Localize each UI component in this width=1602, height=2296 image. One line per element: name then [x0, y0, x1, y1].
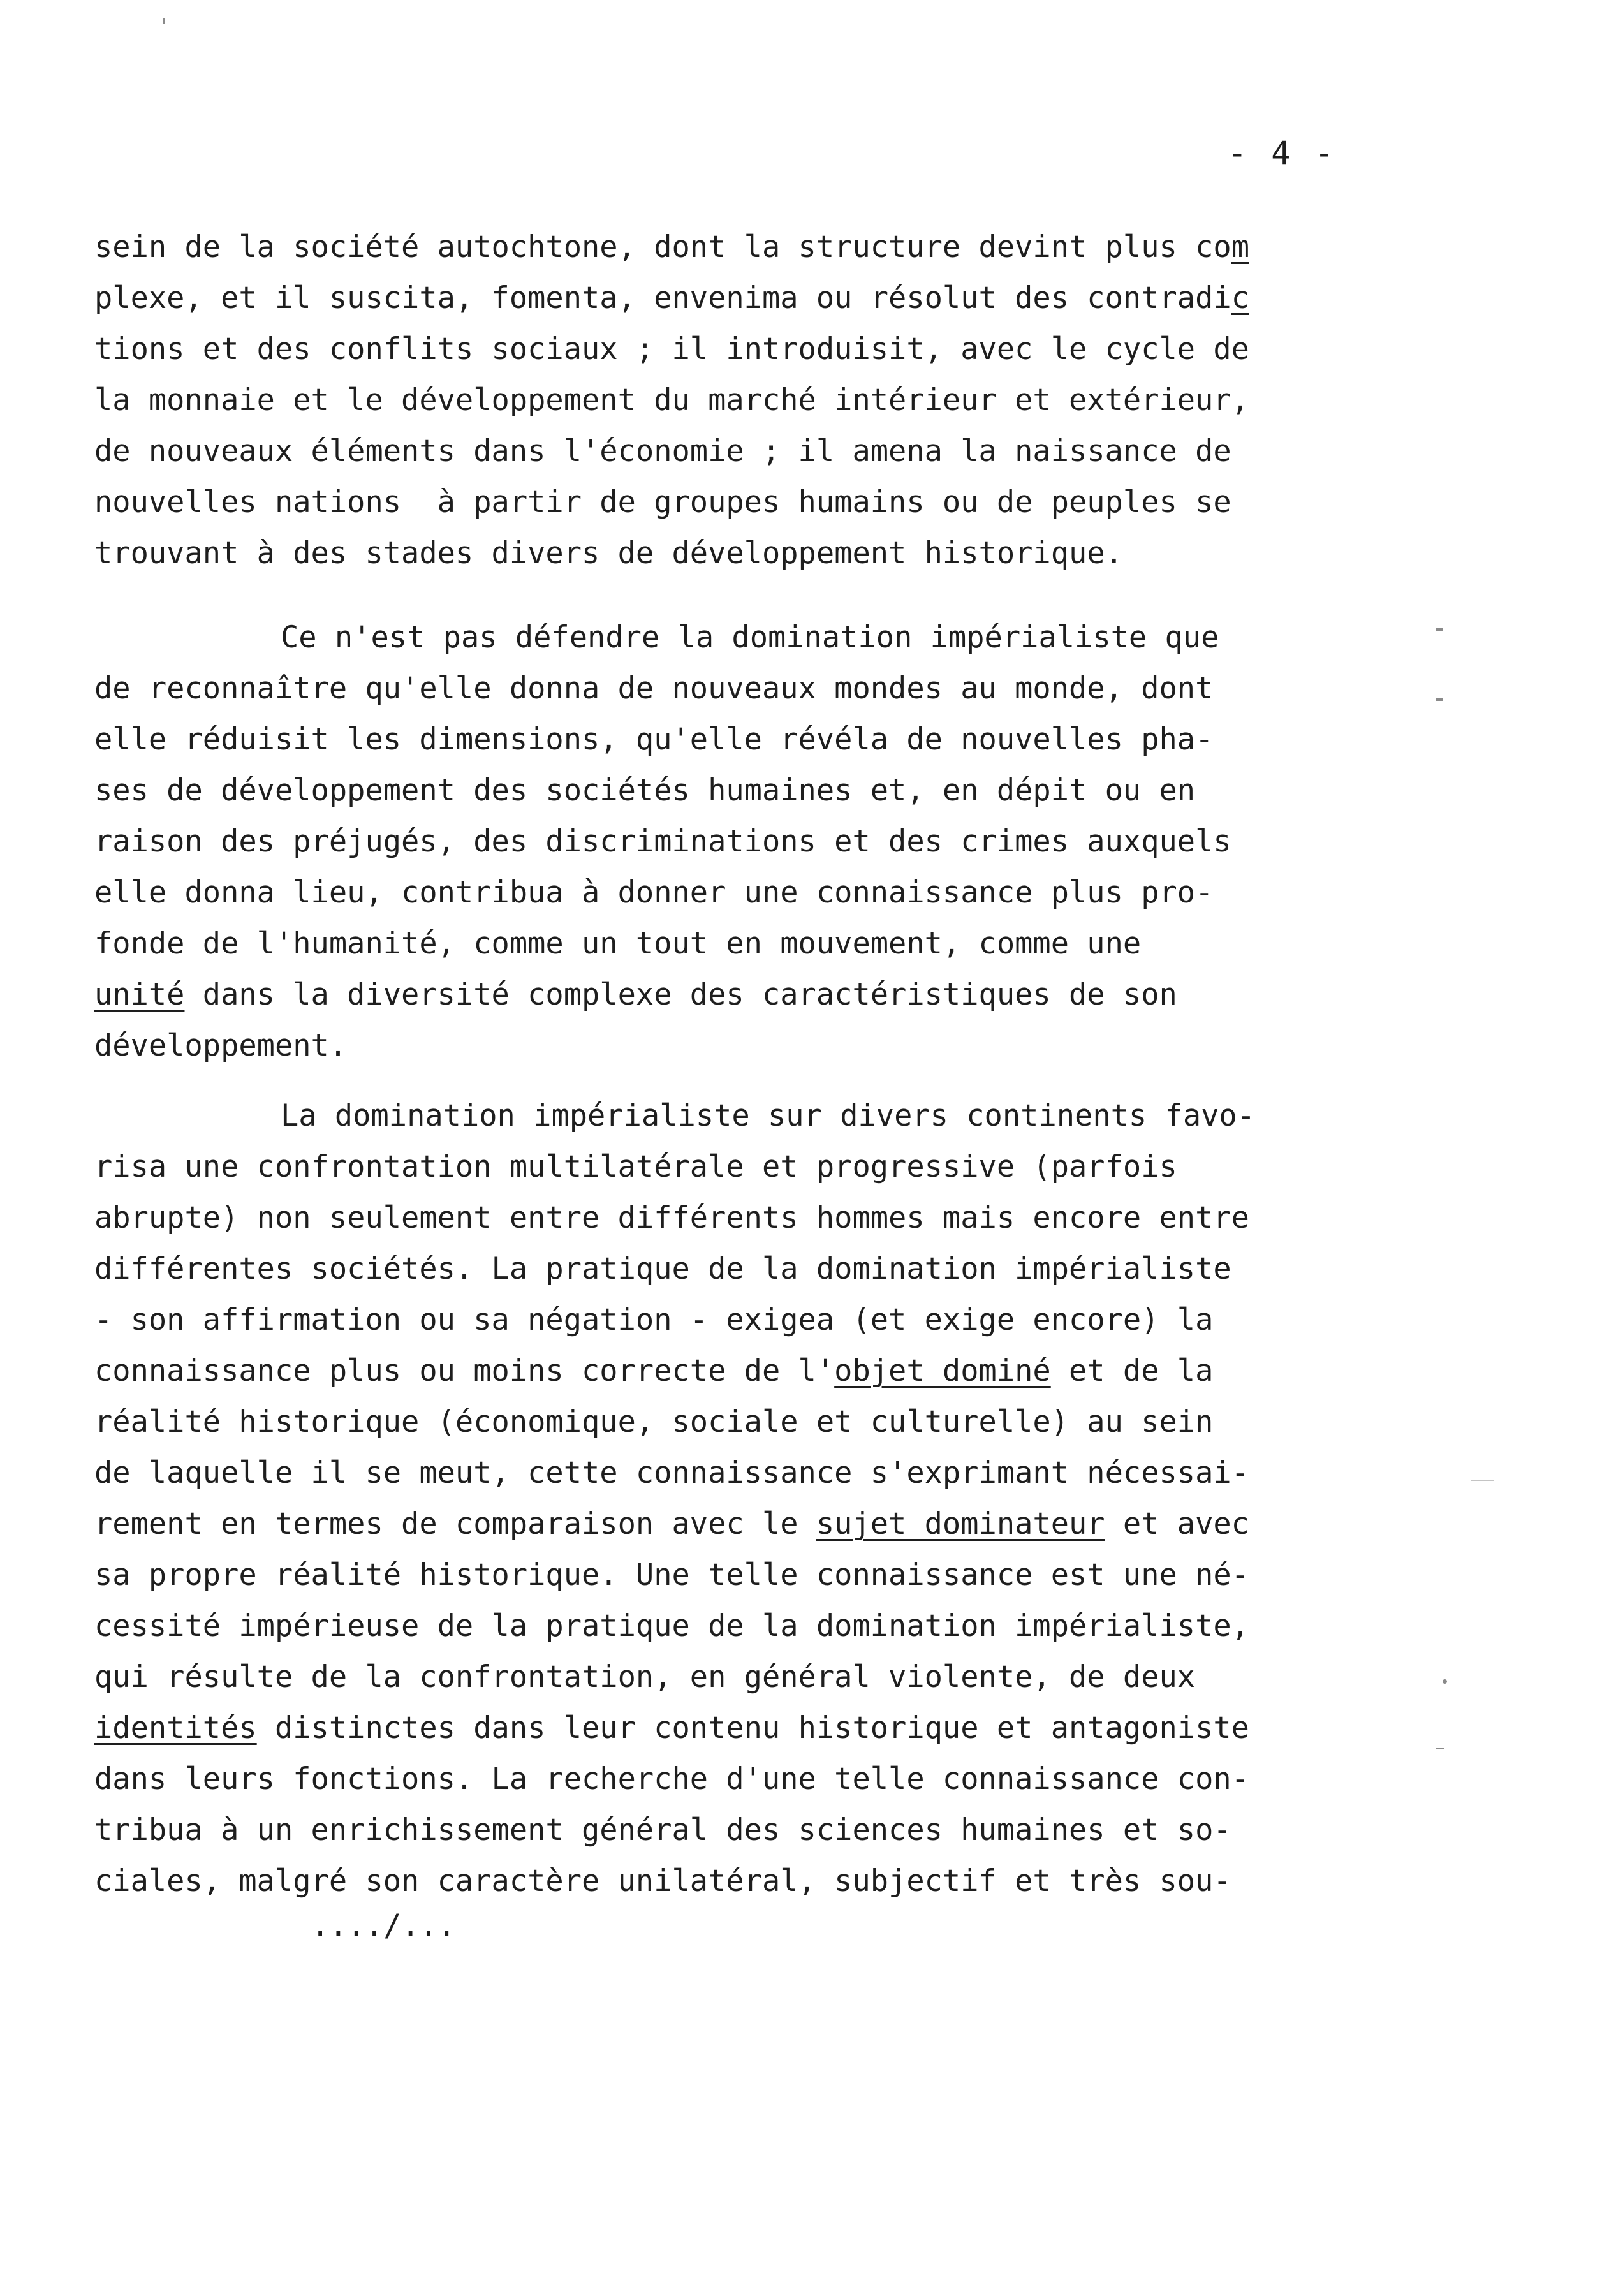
text-line — [94, 222, 1249, 273]
text-line — [94, 1754, 1249, 1805]
line-text: raison des préjugés, des discriminations et des crimes auxquels — [94, 824, 1231, 859]
margin-mark — [1436, 628, 1443, 631]
line-text: rement en termes de comparaison avec le — [94, 1506, 816, 1542]
text-line — [94, 477, 1231, 528]
line-text: et avec — [1105, 1506, 1249, 1542]
margin-mark — [1436, 698, 1443, 701]
margin-mark — [163, 18, 165, 24]
text-line — [94, 1856, 1231, 1907]
underlined-text: sujet dominateur — [816, 1506, 1105, 1542]
text-line — [94, 1652, 1195, 1703]
line-text: connaissance plus ou moins correcte de l' — [94, 1353, 835, 1388]
line-text: La domination impérialiste sur divers continents favo- — [281, 1098, 1256, 1133]
line-text: sein de la société autochtone, dont la structure devint plus co — [94, 230, 1231, 265]
line-text: de nouveaux éléments dans l'économie ; il amena la naissance de — [94, 434, 1231, 469]
text-line — [94, 528, 1123, 579]
line-text: ciales, malgré son caractère unilatéral, subjectif et très sou- — [94, 1864, 1231, 1899]
line-text: réalité historique (économique, sociale et culturelle) au sein — [94, 1404, 1214, 1439]
text-line — [94, 663, 1213, 714]
line-text: tions et des conflits sociaux ; il introduisit, avec le cycle de — [94, 332, 1249, 367]
text-line — [94, 273, 1249, 324]
underlined-text: unité — [94, 977, 185, 1012]
line-text: de laquelle il se meut, cette connaissance s'exprimant nécessai- — [94, 1455, 1249, 1490]
line-text: plexe, et il suscita, fomenta, envenima ou résolut des contradi — [94, 281, 1231, 316]
line-text: qui résulte de la confrontation, en général violente, de deux — [94, 1659, 1196, 1695]
line-text: dans leurs fonctions. La recherche d'une telle connaissance con- — [94, 1762, 1249, 1797]
line-text: distinctes dans leur contenu historique et antagoniste — [256, 1711, 1249, 1746]
text-line — [94, 426, 1231, 477]
text-line — [94, 1346, 1213, 1397]
line-text: tribua à un enrichissement général des sciences humaines et so- — [94, 1813, 1231, 1848]
underlined-text: objet dominé — [834, 1353, 1051, 1388]
text-line — [94, 1020, 347, 1071]
margin-mark — [1443, 1679, 1447, 1684]
page-number: - 4 - — [1228, 135, 1337, 172]
text-line — [94, 1193, 1249, 1244]
text-line — [94, 969, 1177, 1020]
line-text: elle donna lieu, contribua à donner une connaissance plus pro- — [94, 875, 1214, 910]
text-line — [94, 324, 1249, 375]
line-text: Ce n'est pas défendre la domination impérialiste que — [281, 620, 1219, 655]
underlined-text: m — [1231, 230, 1249, 265]
line-text: risa une confrontation multilatérale et progressive (parfois — [94, 1149, 1177, 1184]
underlined-text: c — [1231, 281, 1249, 316]
text-line — [94, 1295, 1213, 1346]
text-line — [94, 918, 1141, 969]
text-line — [94, 1397, 1213, 1448]
text-line — [94, 1499, 1249, 1550]
line-text: développement. — [94, 1028, 348, 1063]
line-text: cessité impérieuse de la pratique de la domination impérialiste, — [94, 1608, 1249, 1644]
line-text: - son affirmation ou sa négation - exigea (et exige encore) la — [94, 1302, 1214, 1337]
text-line — [281, 1091, 1255, 1142]
text-line — [94, 1142, 1177, 1193]
line-text: fonde de l'humanité, comme un tout en mouvement, comme une — [94, 926, 1142, 961]
continuation-mark: ..../... — [311, 1908, 456, 1943]
line-text: nouvelles nations à partir de groupes humains ou de peuples se — [94, 485, 1231, 520]
line-text: abrupte) non seulement entre différents hommes mais encore entre — [94, 1200, 1249, 1235]
text-line — [94, 1550, 1249, 1601]
line-text: la monnaie et le développement du marché intérieur et extérieur, — [94, 383, 1249, 418]
line-text: trouvant à des stades divers de développement historique. — [94, 536, 1123, 571]
line-text: ses de développement des sociétés humaines et, en dépit ou en — [94, 773, 1196, 808]
line-text: dans la diversité complexe des caractéristiques de son — [184, 977, 1177, 1012]
margin-mark — [1471, 1480, 1494, 1481]
text-line — [94, 714, 1213, 765]
line-text: et de la — [1050, 1353, 1214, 1388]
text-line — [94, 816, 1231, 867]
line-text: différentes sociétés. La pratique de la domination impérialiste — [94, 1251, 1231, 1286]
line-text: sa propre réalité historique. Une telle connaissance est une né- — [94, 1557, 1249, 1593]
text-line — [94, 1805, 1231, 1856]
text-line — [94, 375, 1249, 426]
text-line — [94, 1244, 1231, 1295]
underlined-text: identités — [94, 1711, 257, 1746]
text-line — [94, 867, 1213, 918]
text-line — [94, 1601, 1249, 1652]
margin-mark — [1436, 1748, 1444, 1749]
text-line — [281, 612, 1219, 663]
line-text: elle réduisit les dimensions, qu'elle révéla de nouvelles pha- — [94, 722, 1214, 757]
line-text: de reconnaître qu'elle donna de nouveaux mondes au monde, dont — [94, 671, 1214, 706]
text-line — [94, 1703, 1249, 1754]
text-line — [94, 765, 1195, 816]
text-line — [94, 1448, 1249, 1499]
